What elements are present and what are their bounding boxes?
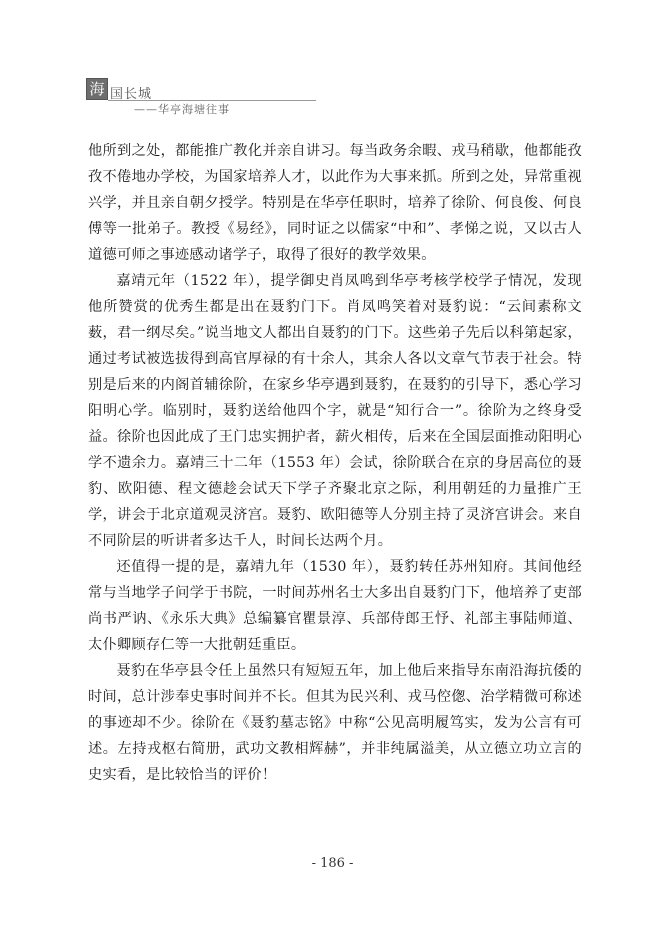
page-number: - 186 - (311, 856, 354, 871)
running-header (86, 76, 316, 116)
paragraph: 聂豹在华亭县令任上虽然只有短短五年，加上他后来指导东南沿海抗倭的时间，总计涉奉史事时间并不长。但其为民兴利、戎马倥偬、治学精微可称述的事迹却不少。徐阶在《聂豹墓志铭》中称“公见高明履笃实，发为公言有可述。左持戎枢右简册，武功文教相辉赫”，并非纯属溢美，从立德立功立言的史实看，是比较恰当的评价！ (88, 663, 582, 783)
paragraph: 他所到之处，都能推广教化并亲自讲习。每当政务余暇、戎马稍歇，他都能孜孜不倦地办学校，为国家培养人才，以此作为大事来抓。所到之处，异常重视兴学，并且亲自朝夕授学。特别是在华亭任职时，培养了徐阶、何良俊、何良傅等一批弟子。教授《易经》，同时证之以儒家“中和”、孝悌之说，又以古人道德可师之事迹感动诸学子，取得了很好的教学效果。 (88, 143, 582, 263)
body-text (88, 138, 582, 788)
series-title: 国长城 (110, 87, 153, 102)
series-subtitle: ——华亭海塘往事 (134, 103, 230, 116)
paragraph: 还值得一提的是，嘉靖九年（1530 年），聂豹转任苏州知府。其间他经常与当地学子问学于书院，一时间苏州名士大多出自聂豹门下，他培养了吏部尚书严讷、《永乐大典》总编纂官瞿景淳、兵部侍郎王忬、礼部主事陆师道、太仆卿顾存仁等一大批朝廷重臣。 (88, 559, 582, 653)
series-logo: 海 (86, 78, 108, 100)
paragraph: 嘉靖元年（1522 年），提学御史肖凤鸣到华亭考核学校学子情况，发现他所赞赏的优秀生都是出在聂豹门下。肖凤鸣笑着对聂豹说：“云间素称文薮，君一纲尽矣。”说当地文人都出自聂豹的门下。这些弟子先后以科第起家，通过考试被选拔得到高官厚禄的有十余人，其余人各以文章气节表于社会。特别是后来的内阁首辅徐阶，在家乡华亭遇到聂豹，在聂豹的引导下，悉心学习阳明心学。临别时，聂豹送给他四个字，就是“知行合一”。徐阶为之终身受益。徐阶也因此成了王门忠实拥护者，薪火相传，后来在全国层面推动阳明心学不遗余力。嘉靖三十二年（1553 年）会试，徐阶联合在京的身居高位的聂豹、欧阳德、程文德趁会试天下学子齐聚北京之际，利用朝廷的力量推广王学，讲会于北京道观灵济宫。聂豹、欧阳德等人分别主持了灵济宫讲会。来自不同阶层的听讲者多达千人，时间长达两个月。 (88, 273, 582, 549)
